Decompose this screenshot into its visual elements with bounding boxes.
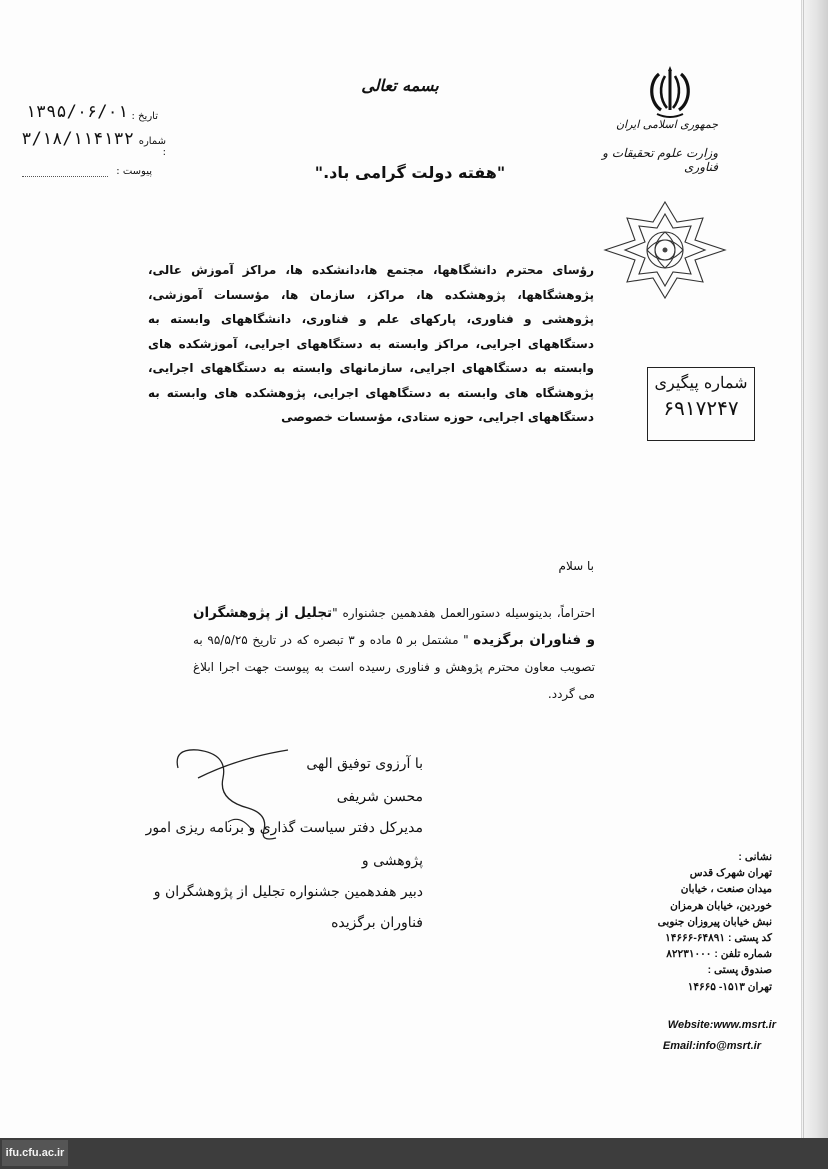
pobox-label: صندوق پستی :: [707, 964, 772, 977]
pobox-value: تهران ۱۵۱۳- ۱۴۶۶۵: [687, 980, 772, 993]
postal-code: کد پستی : ۶۴۸۹۱-۱۴۶۶۶: [665, 931, 772, 944]
signature-closing: با آرزوی توفیق الهی: [306, 756, 423, 772]
paper-edge-line: [803, 0, 804, 1169]
ministry-name: وزارت علوم تحقیقات و فناوری: [602, 146, 718, 174]
tracking-label: شماره پیگیری: [654, 373, 748, 392]
signatory-name: محسن شریفی: [336, 789, 423, 805]
body-paragraph: [193, 600, 595, 708]
ornament-icon: [603, 200, 727, 300]
address-line-1: تهران شهرک قدس: [689, 867, 772, 880]
attachment-line: [22, 176, 108, 177]
signatory-title-1: مدیرکل دفتر سیاست گذاری و برنامه ریزی امور: [145, 820, 423, 836]
website-link[interactable]: Website:www.msrt.ir: [667, 1019, 776, 1031]
attachment-label: پیوست :: [116, 166, 152, 177]
tracking-box: [647, 367, 755, 441]
festival-name: تجلیل از پژوهشگران و فناوران برگزیده: [193, 605, 595, 648]
number-value: ۳/۱۸/۱۱۴۱۳۲: [21, 129, 134, 149]
bismillah: بسمه تعالی: [361, 76, 439, 95]
paper-edge: [801, 0, 828, 1169]
iran-emblem-icon: [645, 66, 695, 120]
phone-number: شماره تلفن : ۸۲۲۳۱۰۰۰: [666, 948, 772, 961]
tracking-number: ۶۹۱۷۲۴۷: [663, 396, 739, 420]
address-line-4: نبش خیابان پیروزان جنوبی: [657, 915, 772, 928]
address-line-2: میدان صنعت ، خیابان: [680, 883, 772, 896]
slogan: "هفته دولت گرامی باد.": [314, 163, 506, 182]
signatory-title-2: پژوهشی و: [361, 853, 423, 869]
body-intro: احتراماً، بدینوسیله دستورالعمل هفدهمین جشنواره ": [332, 606, 596, 620]
greeting: با سلام: [558, 559, 594, 573]
date-value: ۱۳۹۵/۰۶/۰۱: [25, 102, 128, 122]
address-label: نشانی :: [738, 851, 772, 863]
country-name: جمهوری اسلامی ایران: [615, 118, 718, 131]
recipients: رؤسای محترم دانشگاهها، مجتمع ها،دانشکده ها، مراکز آموزش عالی، پژوهشگاهها، پژوهشکده ها، مراکز، سازمان ها، مؤسسات آموزشی، پژوهشی و فناوری، پارکهای علم و فناوری، دانشگاههای وابسته به دستگاههای اجرایی، مراکز وابسته به دستگاههای اجرایی، آموزشکده های وابسته به دستگاههای اجرایی، سازمانهای وابسته به دستگاههای اجرایی، پژوهشگاه های وابسته به دستگاههای اجرایی، پژوهشکده های وابسته به دستگاههای اجرایی، حوزه ستادی، مؤسسات خصوصی: [148, 263, 594, 424]
signatory-title-3: دبیر هفدهمین جشنواره تجلیل از پژوهشگران و: [153, 884, 423, 900]
footer-tag: ifu.cfu.ac.ir: [2, 1140, 68, 1166]
email-link[interactable]: Email:info@msrt.ir: [662, 1040, 761, 1052]
date-label: تاریخ :: [131, 111, 158, 122]
address-line-3: خوردین، خیابان هرمزان: [670, 899, 772, 912]
number-label: شماره :: [138, 136, 166, 158]
address-block: [625, 849, 772, 995]
footer-bar: [0, 1138, 828, 1169]
signatory-title-4: فناوران برگزیده: [331, 915, 423, 931]
body-rest: " مشتمل بر ۵ ماده و ۳ تبصره که در تاریخ ۹۵/۵/۲۵ به تصویب معاون محترم پژوهش و فناوری رسیده است به پیوست جهت اجرا ابلاغ می گردد.: [193, 633, 595, 701]
